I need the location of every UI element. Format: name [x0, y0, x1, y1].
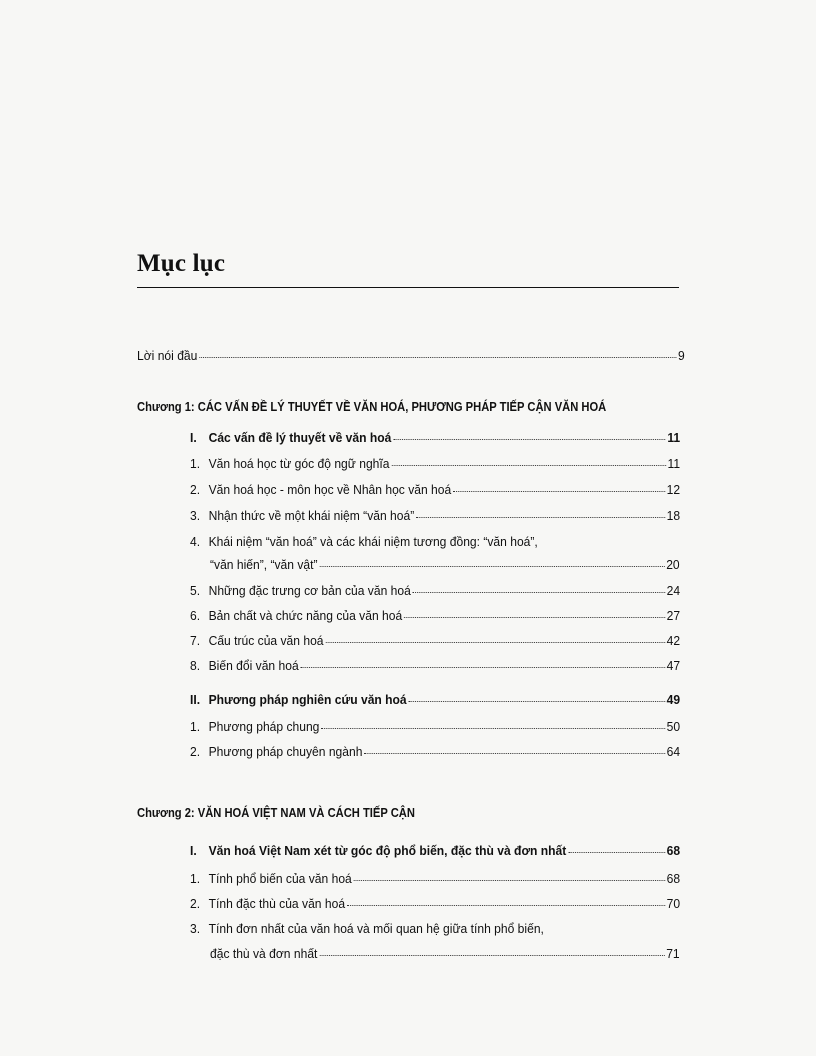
item-page: 12	[666, 482, 681, 497]
item-page: 42	[666, 633, 681, 648]
leader-dots	[199, 357, 676, 358]
toc-section-1-2[interactable]	[190, 692, 680, 708]
section-number: I.	[190, 430, 197, 445]
item-label: Văn hoá học - môn học về Nhân học văn hoá	[208, 482, 452, 497]
leader-dots	[325, 642, 664, 643]
item-number: 3.	[190, 508, 201, 523]
item-label: Biến đổi văn hoá	[208, 658, 299, 673]
item-label: Tính đặc thù của văn hoá	[208, 896, 346, 911]
item-number: 4.	[190, 534, 201, 549]
item-label: Tính phổ biến của văn hoá	[208, 871, 352, 886]
entry-page: 9	[678, 348, 685, 363]
section-label: Các vấn đề lý thuyết về văn hoá	[208, 430, 392, 445]
leader-dots	[404, 617, 665, 618]
item-page: 68	[666, 871, 681, 886]
section-number: II.	[190, 692, 201, 707]
leader-dots	[413, 592, 665, 593]
section-page: 11	[667, 430, 681, 445]
section-number: I.	[190, 843, 197, 858]
toc-item[interactable]	[190, 896, 680, 912]
section-page: 49	[666, 692, 681, 707]
toc-item[interactable]	[190, 658, 680, 674]
chapter-2-heading[interactable]: Chương 2: VĂN HOÁ VIỆT NAM VÀ CÁCH TIẾP CẬN	[137, 805, 415, 820]
toc-section-1-1[interactable]	[190, 430, 680, 446]
item-page: 24	[666, 583, 681, 598]
item-label-continued: “văn hiến”, “văn vật”	[210, 557, 318, 572]
item-number: 1.	[190, 456, 201, 471]
item-number: 7.	[190, 633, 201, 648]
item-label: Phương pháp chung	[208, 719, 320, 734]
leader-dots	[416, 517, 665, 518]
toc-item[interactable]	[190, 744, 680, 760]
item-label: Phương pháp chuyên ngành	[208, 744, 363, 759]
toc-entry-preface[interactable]	[137, 348, 685, 364]
leader-dots	[319, 566, 664, 567]
item-label-continued: đặc thù và đơn nhất	[210, 946, 318, 961]
item-number: 3.	[190, 921, 201, 936]
toc-item-line2[interactable]	[210, 557, 680, 573]
leader-dots	[391, 465, 665, 466]
item-label: Văn hoá học từ góc độ ngữ nghĩa	[208, 456, 390, 471]
leader-dots	[453, 491, 665, 492]
item-number: 5.	[190, 583, 201, 598]
toc-item[interactable]	[190, 608, 680, 624]
section-label: Phương pháp nghiên cứu văn hoá	[208, 692, 407, 707]
item-label: Tính đơn nhất của văn hoá và mối quan hệ giữa tính phổ biến,	[208, 921, 544, 936]
item-number: 2.	[190, 482, 201, 497]
page-title: Mục lục	[137, 250, 226, 277]
item-page: 20	[666, 557, 680, 572]
leader-dots	[301, 667, 665, 668]
entry-label: Lời nói đầu	[137, 348, 198, 363]
item-label: Khái niệm “văn hoá” và các khái niệm tương đồng: “văn hoá”,	[208, 534, 538, 549]
leader-dots	[319, 955, 664, 956]
leader-dots	[347, 905, 665, 906]
item-page: 47	[666, 658, 681, 673]
item-page: 11	[667, 456, 681, 471]
toc-item[interactable]	[190, 871, 680, 887]
toc-item[interactable]	[190, 633, 680, 649]
item-page: 18	[666, 508, 681, 523]
leader-dots	[364, 753, 664, 754]
item-label: Cấu trúc của văn hoá	[208, 633, 324, 648]
leader-dots	[393, 439, 665, 440]
item-page: 70	[666, 896, 681, 911]
toc-item-line2[interactable]	[210, 946, 680, 962]
leader-dots	[321, 728, 665, 729]
toc-item-line1[interactable]	[190, 921, 544, 936]
item-number: 2.	[190, 744, 201, 759]
item-page: 64	[666, 744, 681, 759]
toc-item[interactable]	[190, 456, 680, 472]
leader-dots	[568, 852, 665, 853]
toc-item[interactable]	[190, 719, 680, 735]
item-label: Nhận thức về một khái niệm “văn hoá”	[208, 508, 415, 523]
item-label: Những đặc trưng cơ bản của văn hoá	[208, 583, 411, 598]
item-number: 1.	[190, 871, 201, 886]
toc-item-line1[interactable]	[190, 534, 538, 549]
leader-dots	[409, 701, 665, 702]
section-page: 68	[666, 843, 681, 858]
leader-dots	[354, 880, 665, 881]
toc-item[interactable]	[190, 482, 680, 498]
item-number: 1.	[190, 719, 201, 734]
item-page: 27	[666, 608, 681, 623]
item-label: Bản chất và chức năng của văn hoá	[208, 608, 403, 623]
chapter-1-heading[interactable]: Chương 1: CÁC VẤN ĐỀ LÝ THUYẾT VỀ VĂN HOÁ, PHƯƠNG PHÁP TIẾP CẬN VĂN HOÁ	[137, 399, 607, 414]
item-number: 8.	[190, 658, 201, 673]
toc-item[interactable]	[190, 508, 680, 524]
item-page: 50	[666, 719, 681, 734]
item-number: 2.	[190, 896, 201, 911]
item-number: 6.	[190, 608, 201, 623]
toc-item[interactable]	[190, 583, 680, 599]
item-page: 71	[666, 946, 680, 961]
section-label: Văn hoá Việt Nam xét từ góc độ phổ biến, đặc thù và đơn nhất	[208, 843, 567, 858]
toc-section-2-1[interactable]	[190, 843, 680, 859]
